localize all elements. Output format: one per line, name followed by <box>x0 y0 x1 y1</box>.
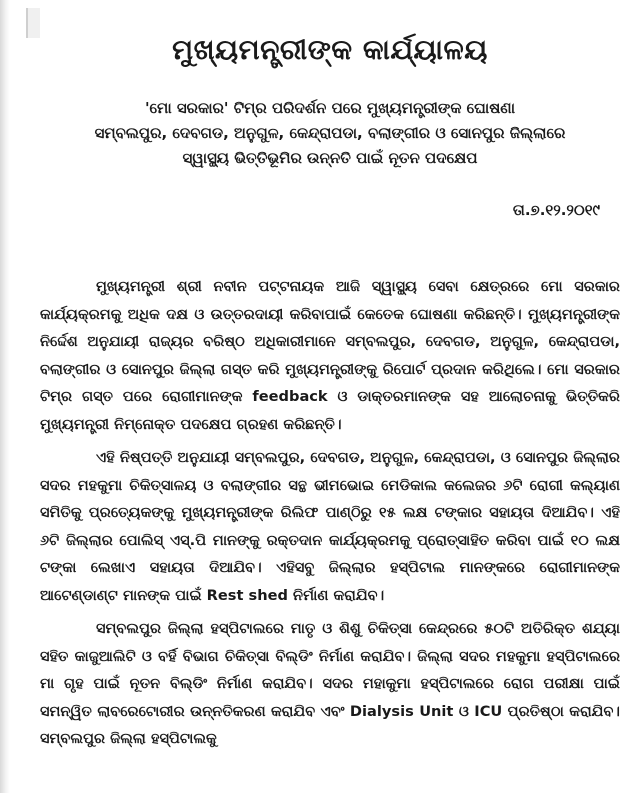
headline <box>40 96 620 171</box>
scan-edge <box>0 0 10 793</box>
press-release-page <box>40 30 620 790</box>
paragraph-2 <box>40 444 620 609</box>
paragraph-1-emphasis: ମୋ ସରକାର <box>541 278 620 295</box>
paragraph-3 <box>40 615 620 753</box>
body-text <box>40 273 620 753</box>
paragraph-3-text-a: ସମ୍ବଲପୁର ଜିଲ୍ଲା ହସ୍ପିଟାଲରେ ମାତୃ ଓ ଶିଶୁ ଚିକିତ୍ସା କେନ୍ଦ୍ରରେ ୫୦ଟି ଅତିରିକ୍ତ ଶଯ୍ୟା ସହିତ କାଜୁଆଲିଟି ଓ ବର୍ହି ବିଭାଗ ଚିକିତ୍ସା ବିଲ୍ଡିଂ ନିର୍ମାଣ କରାଯିବ। ଜିଲ୍ଲା ସଦର ମହକୁମା ହସ୍ପିଟାଲରେ <box>40 620 620 665</box>
paragraph-2-text: ଏହି ନିଷ୍ପତ୍ତି ଅନୁଯାୟୀ ସମ୍ବଲପୁର, ଦେବଗଡ, ଅନୁଗୁଳ, କେନ୍ଦ୍ରାପଡା, ଓ ସୋନପୁର ଜିଲ୍ଲାର ସଦର ମହକୁମା ଚିକିତ୍ସାଳୟ ଓ ବଲାଙ୍ଗୀର ସନ୍ଥ ଭୀମଭୋଇ ମେଡିକାଲ କଲେଜର ୬ଟି ରୋଗୀ କଲ୍ୟାଣ ସମିତିକୁ ପ୍ରତ୍ୟେକଙ୍କୁ ମୁଖ୍ୟମନ୍ତ୍ରୀଙ୍କ ରିଲିଫ ପାଣ୍ଠିରୁ ୧୫ ଲକ୍ଷ ଟଙ୍କାର ସହାୟତା ଦିଆଯିବ। ଏହି ୬ଟି ଜିଲ୍ଲାର ପୋଲିସ୍ ଏସ୍.ପି ମାନଙ୍କୁ ରକ୍ତଦାନ କାର୍ଯ୍ୟକ୍ରମକୁ ପ୍ରୋତ୍ସାହିତ କରିବା ପାଇଁ ୧୦ ଲକ୍ଷ ଟଙ୍କା ଲେଖାଏ ସହାୟତା ଦିଆଯିବ। ଏହିସବୁ ଜିଲ୍ଲାର ହସ୍ପିଟାଲ ମାନଙ୍କରେ ରୋଗୀମାନଙ୍କ ଆଟେଣ୍ଡାଣ୍ଟ ମାନଙ୍କ ପାଇଁ Rest shed ନିର୍ମାଣ କରାଯିବ। <box>40 449 620 604</box>
paragraph-3-emphasis: ମା ଗୃହ <box>40 675 84 692</box>
paragraph-3-text-b: ପାଇଁ ନୂତନ ବିଲ୍ଡିଂ ନିର୍ମାଣ କରାଯିବ। ସଦର ମହାକୁମା ହସ୍ପିଟାଲରେ ରୋଗ ପରୀକ୍ଷା ପାଇଁ ସମନ୍ୱିତ ଲାବରେଟୋରୀର ଉନ୍ନତିକରଣ କରାଯିବ ଏବଂ Dialysis Unit ଓ ICU ପ୍ରତିଷ୍ଠା କରାଯିବ। ସମ୍ବଲପୁର ଜିଲ୍ଲା ହସ୍ପିଟାଲକୁ <box>40 675 620 747</box>
scan-artifact <box>26 8 40 38</box>
headline-line-3: ସ୍ୱାସ୍ଥ୍ୟ ଭିତ୍ତିଭୂମିର ଉନ୍ନତି ପାଇଁ ନୂତନ ପଦକ୍ଷେପ <box>182 149 478 167</box>
release-date: ତା.୭.୧୨.୨୦୧୯ <box>512 201 600 219</box>
headline-line-1: 'ମୋ ସରକାର' ଟିମ୍‌ର ପରିଦର୍ଶନ ପରେ ମୁଖ୍ୟମନ୍ତ୍ରୀଙ୍କ ଘୋଷଣା <box>144 99 516 117</box>
headline-line-2: ସମ୍ବଲପୁର, ଦେବଗଡ, ଅନୁଗୁଳ, କେନ୍ଦ୍ରାପଡା, ବଲାଙ୍ଗୀର ଓ ସୋନପୁର ଜିଲ୍ଲାରେ <box>94 124 566 142</box>
paragraph-1-text-b: କାର୍ଯ୍ୟକ୍ରମକୁ ଅଧିକ ଦକ୍ଷ ଓ ଉତ୍ତରଦାୟୀ କରିବାପାଇଁ କେତେକ ଘୋଷଣା କରିଛନ୍ତି। ମୁଖ୍ୟମନ୍ତ୍ରୀଙ୍କ ନିର୍ଦ୍ଦେଶ ଅନୁଯାୟୀ ରାଜ୍ୟର ବରିଷ୍ଠ ଅଧିକାରୀମାନେ ସମ୍ବଲପୁର, ଦେବଗଡ, ଅନୁଗୁଳ, କେନ୍ଦ୍ରାପଡା, ବଲାଙ୍ଗୀର ଓ ସୋନପୁର ଜିଲ୍ଲା ଗସ୍ତ କରି ମୁଖ୍ୟମନ୍ତ୍ରୀଙ୍କୁ ରିପୋର୍ଟ ପ୍ରଦାନ କରିଥିଲେ। ମୋ ସରକାର ଟିମ୍‌ର ଗସ୍ତ ପରେ ରୋଗୀମାନଙ୍କ feedback ଓ ଡାକ୍ତରମାନଙ୍କ ସହ ଆଲୋଚନାକୁ ଭିତ୍ତିକରି ମୁଖ୍ୟମନ୍ତ୍ରୀ ନିମ୍ନୋକ୍ତ ପଦକ୍ଷେପ ଗ୍ରହଣ କରିଛନ୍ତି। <box>40 305 620 433</box>
paragraph-1 <box>40 273 620 438</box>
office-title: ମୁଖ୍ୟମନ୍ତ୍ରୀଙ୍କ କାର୍ଯ୍ୟାଳୟ <box>172 33 488 66</box>
paragraph-1-text-a: ମୁଖ୍ୟମନ୍ତ୍ରୀ ଶ୍ରୀ ନବୀନ ପଟ୍ଟନାୟକ ଆଜି ସ୍ୱାସ୍ଥ୍ୟ ସେବା କ୍ଷେତ୍ରରେ <box>96 278 542 295</box>
